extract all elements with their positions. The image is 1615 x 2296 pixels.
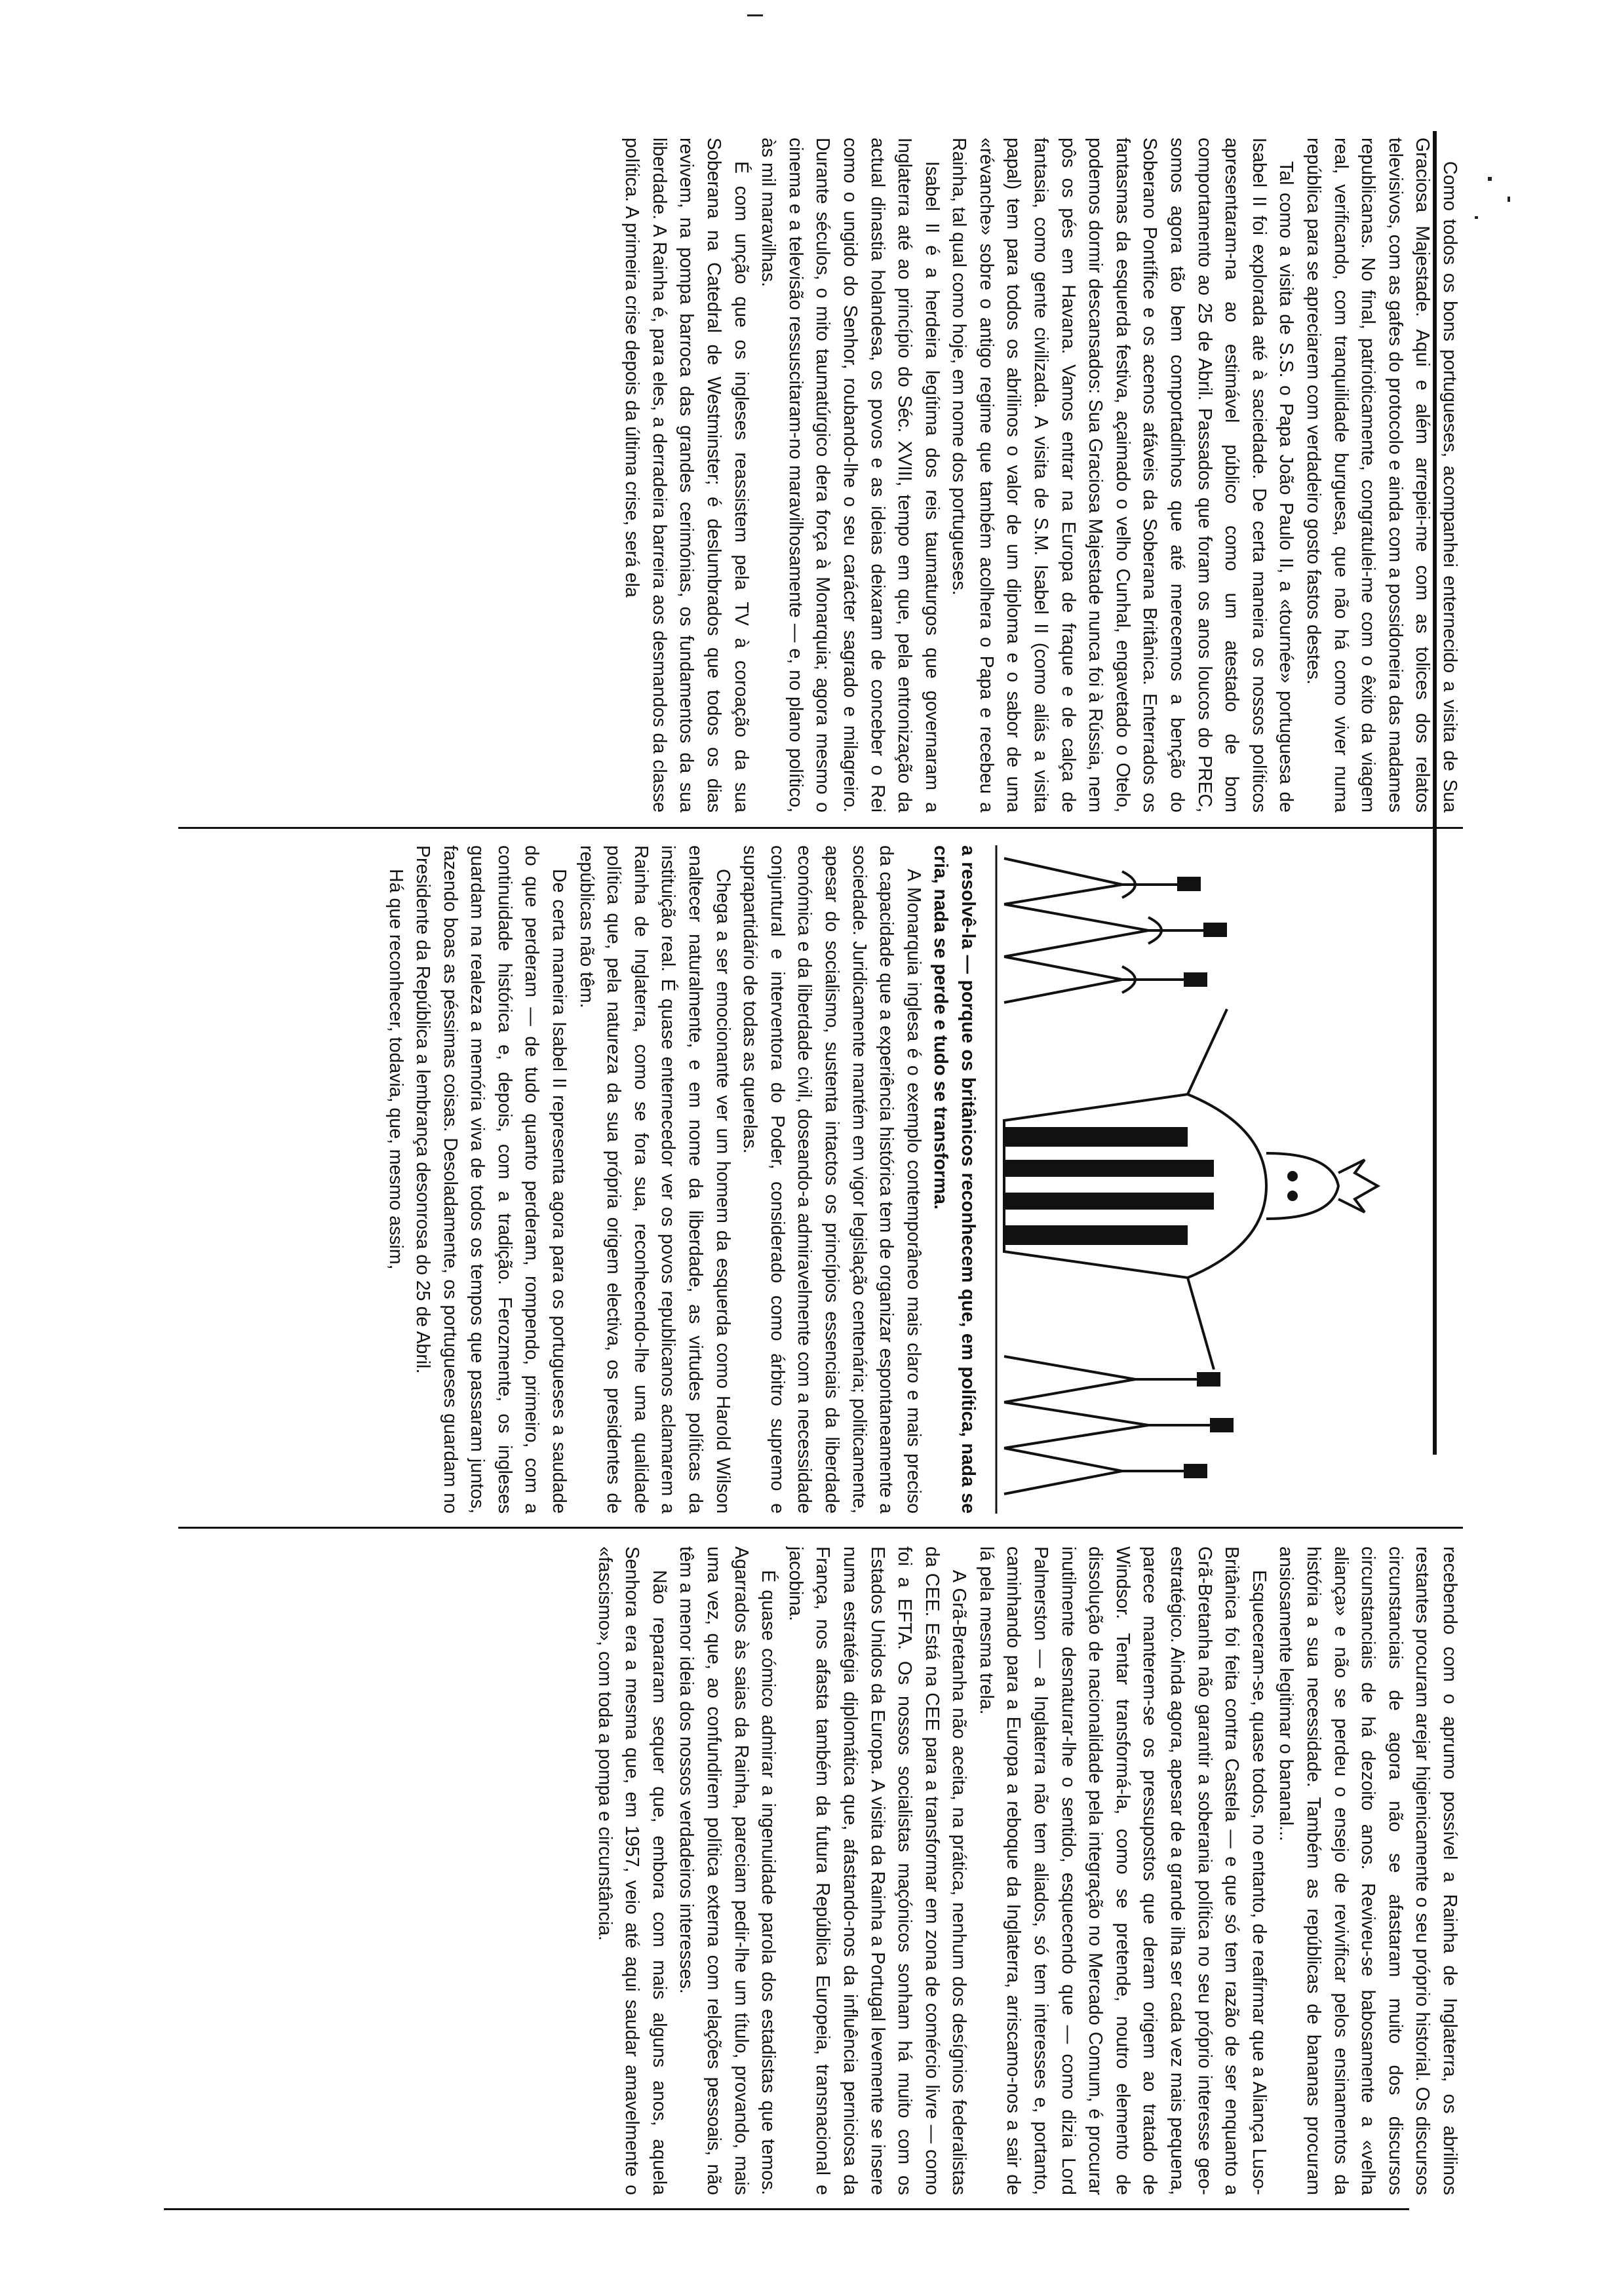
paragraph: Isabel II é a herdeira legítima dos reis taumaturgos que governaram a Inglaterra até ao princípio do Séc. XVIII, tempo em que, pela entronização da actual dinastia holandesa, os povos e as ideias deixaram de conceber o Rei como o ungido do Senhor, roubando-lhe o seu carácter sagrado e milagreiro. Durante séculos, o mito taumatúrgico dera força à Monarquia; agora mesmo o cinema e a televisão ressuscitaram-no maravilhosamente — e, no plano político, às mil maravilhas.	[758, 138, 943, 813]
cartoon-illustration	[984, 845, 1463, 1514]
bottom-rule	[164, 2208, 1409, 2210]
article-column-3	[178, 1546, 1463, 2195]
column-rule	[178, 827, 1463, 829]
paragraph: É quase cómico admirar a ingenuidade parola dos estadistas que temos. Agarrados às saias da Rainha, pareciam pedir-lhe um título, provando, mais uma vez, que, ao confundirem política externa com relações pessoais, não têm a menor ideia dos nossos verdadeiros interesses.	[676, 1546, 779, 2195]
scan-speck	[747, 14, 763, 16]
paragraph: De certa maneira Isabel II representa agora para os portugueses a saudade do que perderam — de tudo quanto perderam, rompendo, primeiro, com a continuidade histórica e, depois, com a tradição. Ferozmente, os ingleses guardam na realeza a memória viva de todos os tempos que passaram juntos, fazendo boas as péssimas coisas. Desoladamente, os portugueses guardam no Presidente da República a lembrança desonrosa do 25 de Abril.	[412, 845, 570, 1514]
paragraph: recebendo com o aprumo possível a Rainha de Inglaterra, os abrilinos restantes procuram arejar higienicamente o seu próprio historial. Os discursos circunstanciais de agora não se afastaram muito dos discursos circunstanciais de há dezoito anos. Reviveu-se babosamente a «velha aliança» e não se perdeu o ensejo de revivificar pelos ensinamentos da história a sua necessidade. Também as repúblicas de bananas procuram ansiosamente legitimar o bananal...	[1275, 1546, 1460, 2195]
paragraph: Esqueceram-se, quase todos, no entanto, de reafirmar que a Aliança Luso-Britânica foi feita contra Castela — e que só tem razão de ser enquanto a Grã-Bretanha não garantir a soberania política no seu próprio interesse geo-estratégico. Ainda agora, apesar de a grande ilha ser cada vez mais pequena, parece manterem-se os pressupostos que deram origem ao tratado de Windsor. Tentar transformá-la, como se pretende, noutro elemento de dissolução de nacionalidade pela integração no Mercado Comum, é procurar inutilmente desnaturar-lhe o sentido, esquecendo que — como dizia Lord Palmerston — a Inglaterra não tem aliados, só tem interesses e, portanto, caminhando para a Europa a reboque da Inglaterra, arriscamo-nos a sair de lá pela mesma trela.	[975, 1546, 1270, 2195]
article-column-2	[178, 845, 1463, 1514]
article-column-1	[178, 138, 1463, 813]
paragraph: A Monarquia inglesa é o exemplo contemporâneo mais claro e mais preciso da capacidade que a experiência histórica tem de organizar espontaneamente a sociedade. Juridicamente mantém em vigor legislação centenária; politicamente, apesar do socialismo, sustenta intactos os princípios essenciais da liberdade económica e da liberdade civil, doseando-a admiravelmente com a necessidade conjuntural e interventora do Poder, considerado como árbitro supremo e suprapartidário de todas as querelas.	[739, 845, 924, 1514]
paragraph: É com unção que os ingleses reassistem pela TV à coroação da sua Soberana na Catedral de Westminster; é deslumbrados que todos os dias revivem, na pompa barroca das grandes cerimónias, os fundamentos da sua liberdade. A Rainha é, para eles, a derradeira barreira aos desmandos da classe política. A primeira crise depois da última crise, será ela	[621, 138, 752, 813]
paragraph: Chega a ser emocionante ver um homem da esquerda como Harold Wilson enaltecer naturalmente, e em nome da liberdade, as virtudes políticas da instituição real. É quase enternecedor ver os povos republicanos aclamarem a Rainha de Inglaterra, como se fora sua, reconhecendo-lhe uma qualidade política que, pela natureza da sua própria origem electiva, os presidentes de repúblicas não têm.	[575, 845, 733, 1514]
column-rule	[178, 1527, 1463, 1529]
scan-speck	[1508, 197, 1510, 202]
paragraph: Como todos os bons portugueses, acompanhei enternecido a visita de Sua Graciosa Majestade. Aqui e além arrepiei-me com as tolices dos relatos televisivos, com as gafes do protocolo e ainda com a possidoneira das madames republicanas. No final, patrioticamente, congratulei-me com o êxito da viagem real, verificando, com tranquilidade burguesa, que não há como viver numa república para se apreciarem com verdadeiro gosto fastos destes.	[1303, 138, 1460, 813]
paragraph-bold-lead: a resolvê-la — porque os britânicos reconhecem que, em política, nada se cria, nada se perde e tudo se transforma.	[930, 845, 979, 1514]
paragraph: A Grã-Bretanha não aceita, na prática, nenhum dos desígnios federalistas da CEE. Está na CEE para a transformar em zona de comércio livre — como foi a EFTA. Os nossos socialistas maçónicos sonham há muito com os Estados Unidos da Europa. A visita da Rainha a Portugal levemente se insere numa estratégia diplomática que, afastando-nos da influência perniciosa da França, nos afasta também da futura República Europeia, transnacional e jacobina.	[785, 1546, 970, 2195]
scan-speck	[1475, 216, 1478, 219]
column-2-text	[381, 845, 981, 1514]
article	[178, 138, 1463, 2195]
scan-speck	[1488, 177, 1492, 181]
page-edge-rule	[1433, 131, 1437, 1455]
paragraph: Não repararam sequer que, embora com mais alguns anos, aquela Senhora era a mesma que, em 1957, veio até aqui saudar amavelmente o «fascismo», com toda a pompa e circunstância.	[594, 1546, 670, 2195]
paragraph: Tal como a visita de S.S. o Papa João Paulo II, a «tournée» portuguesa de Isabel II foi explorada até à saciedade. De certa maneira os nossos políticos apresentaram-na ao estimável público como um atestado de bom comportamento ao 25 de Abril. Passados que foram os anos loucos do PREC, somos agora tão bem comportadinhos que até merecemos a benção do Soberano Pontífice e os acenos afáveis da Soberana Britânica. Enterrados os fantasmas da esquerda festiva, açaimado o velho Cunhal, engavetado o Otelo, podemos dormir descansados: Sua Graciosa Majestade nunca foi à Rússia, nem pôs os pés em Havana. Vamos entrar na Europa de fraque e de calça de fantasia, como gente civilizada. A visita de S.M. Isabel II (como aliás a visita papal) tem para todos os abrilinos o valor de um diploma e o sabor de uma «révanche» sobre o antigo regime que também acolhera o Papa e recebeu a Rainha, tal qual como hoje, em nome dos portugueses.	[948, 138, 1297, 813]
paragraph: Há que reconhecer, todavia, que, mesmo assim,	[385, 869, 406, 1270]
